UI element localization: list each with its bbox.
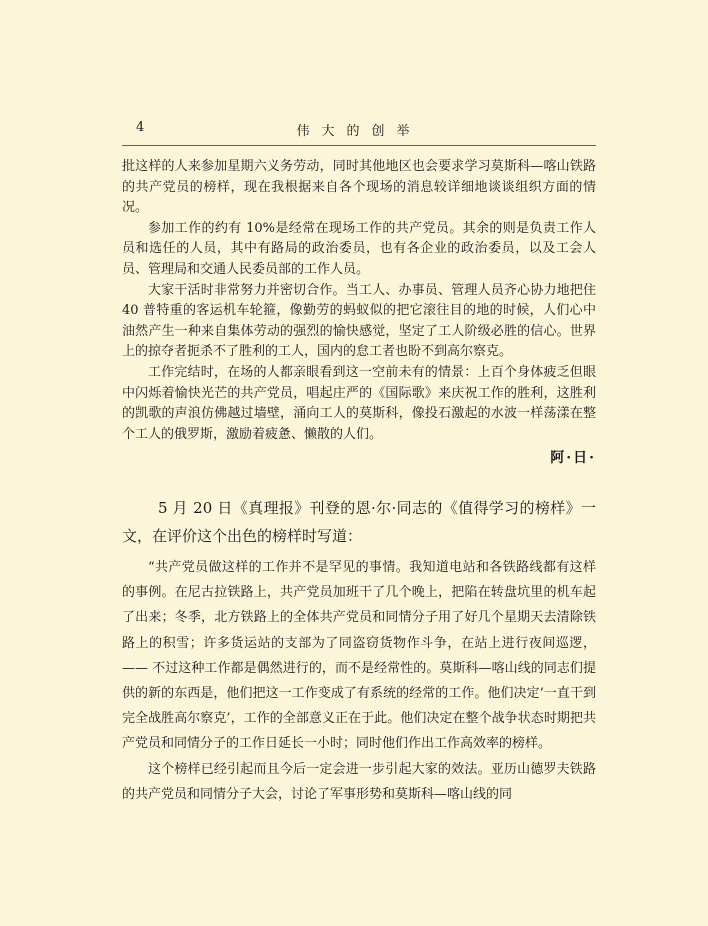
paragraph: 批这样的人来参加星期六义务劳动，同时其他地区也会要求学习莫斯科—喀山铁路的共产党员的榜样，现在我根据来自各个现场的消息较详细地谈谈组织方面的情况。 — [122, 159, 596, 216]
letter-excerpt — [122, 157, 596, 445]
running-title: 伟大的创举 — [296, 124, 422, 139]
paragraph: 工作完结时，在场的人都亲眼看到这一空前未有的情景：上百个身体疲乏但眼中闪烁着愉快光芒的共产党员，唱起庄严的《国际歌》来庆祝工作的胜利，这胜利的凯歌的声浪仿佛越过墙壁，涌向工人的莫斯科，像投石激起的水波一样荡漾在整个工人的俄罗斯，激励着疲惫、懒散的人们。 — [122, 364, 596, 442]
page-number: 4 — [136, 120, 145, 135]
paragraph: 大家干活时非常努力并密切合作。当工人、办事员、管理人员齐心协力地把住 40 普特重的客运机车轮箍，像勤劳的蚂蚁似的把它滚往目的地的时候，人们心中油然产生一种来自集体劳动的强烈的愉快感觉，坚定了工人阶级必胜的信心。世界上的掠夺者扼杀不了胜利的工人，国内的怠工者也盼不到高尔察克。 — [122, 282, 596, 360]
paragraph: 这个榜样已经引起而且今后一定会进一步引起大家的效法。亚历山德罗夫铁路的共产党员和同情分子大会，讨论了军事形势和莫斯科—喀山线的同 — [122, 761, 596, 802]
header-rule — [122, 145, 596, 146]
page-header — [122, 120, 596, 142]
paragraph: 参加工作的约有 10%是经常在现场工作的共产党员。其余的则是负责工作人员和选任的人员，其中有路局的政治委员，也有各企业的政治委员，以及工会人员、管理局和交通人民委员部的工作人员。 — [122, 220, 596, 277]
paragraph: “共产党员做这样的工作并不是罕见的事情。我知道电站和各铁路线都有这样的事例。在尼古拉铁路上，共产党员加班干了几个晚上，把陷在转盘坑里的机车起了出来；冬季，北方铁路上的全体共产党员和同情分子用了好几个星期天去清除铁路上的积雪；许多货运站的支部为了同盗窃货物作斗争，在站上进行夜间巡逻，—— 不过这种工作都是偶然进行的，而不是经常性的。莫斯科—喀山线的同志们提供的新的东西是，他们把这一工作变成了有系统的经常的工作。他们决定‘一直干到完全战胜高尔察克’，工作的全部意义正在于此。他们决定在整个战争状态时期把共产党员和同情分子的工作日延长一小时；同时他们作出工作高效率的榜样。 — [122, 560, 596, 752]
quoted-article — [122, 555, 596, 807]
author-signature: 阿·日· — [550, 450, 596, 466]
intro-paragraph: 5 月 20 日《真理报》刊登的恩·尔·同志的《值得学习的榜样》一文，在评价这个出色的榜样时写道： — [122, 499, 596, 545]
